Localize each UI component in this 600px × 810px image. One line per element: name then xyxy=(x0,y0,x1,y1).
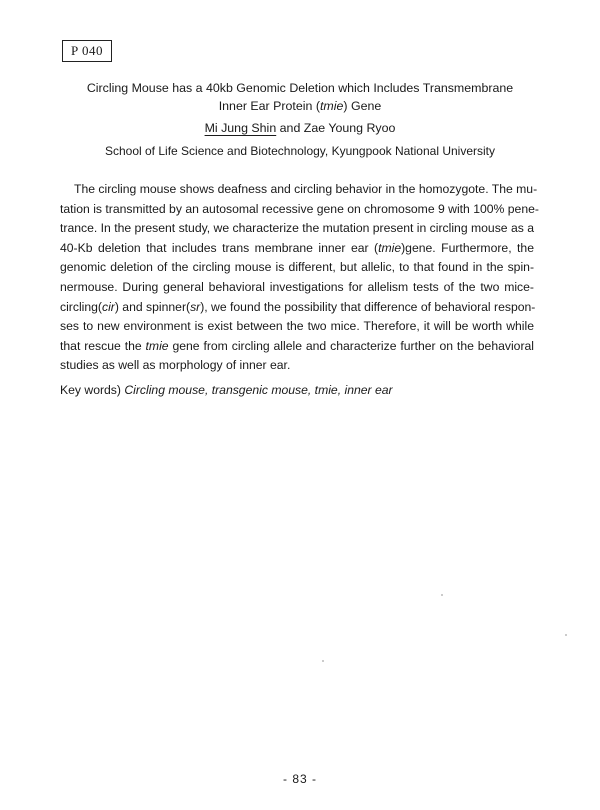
abstract-text: circling( xyxy=(60,299,102,314)
abstract-line: nermouse. During general behavioral investigations for allelism tests of the two mice- xyxy=(60,279,534,294)
gene-name: tmie xyxy=(319,99,344,113)
abstract-text: ), we found the possibility that difference of behavioral respon- xyxy=(200,299,536,314)
title-text: ) Gene xyxy=(343,99,382,113)
abstract-line: ses to new environment is exist between the two mice. Therefore, it will be worth while xyxy=(60,319,534,334)
gene-name: tmie xyxy=(378,240,402,255)
abstract-body xyxy=(60,180,539,376)
page-number: - 83 - xyxy=(282,772,317,786)
abstract-text: 40-Kb deletion that includes trans membrane inner ear ( xyxy=(60,240,379,255)
abstract-line: studies as well as morphology of inner ear. xyxy=(60,358,291,373)
scan-speck xyxy=(565,634,567,636)
abstract-text: )gene. Furthermore, the xyxy=(401,240,534,255)
keywords-label: Key words) xyxy=(60,383,125,397)
gene-name: tmie xyxy=(145,338,169,353)
abstract-text: gene from circling allele and characterize further on the behavioral xyxy=(168,338,535,353)
abstract-line xyxy=(60,298,534,318)
affiliation: School of Life Science and Biotechnology, Kyungpook National University xyxy=(104,144,495,158)
abstract-line: genomic deletion of the circling mouse is different, but allelic, to that found in the spin- xyxy=(60,260,534,275)
poster-id-box: P 040 xyxy=(62,40,112,62)
presenting-author: Mi Jung Shin xyxy=(204,121,277,135)
abstract-line: trance. In the present study, we characterize the mutation present in circling mouse as a xyxy=(60,221,534,236)
abstract-line xyxy=(60,239,534,259)
allele-name: cir xyxy=(101,299,115,314)
title-line-2 xyxy=(40,97,560,115)
keywords-values: Circling mouse, transgenic mouse, tmie, inner ear xyxy=(124,383,393,397)
abstract-text: ) and spinner( xyxy=(114,299,191,314)
abstract-line xyxy=(60,337,534,357)
scan-speck xyxy=(322,660,324,662)
keywords xyxy=(60,381,540,399)
co-authors: and Zae Young Ryoo xyxy=(276,121,396,135)
title-text: Inner Ear Protein ( xyxy=(218,99,320,113)
allele-name: sr xyxy=(190,299,201,314)
authors xyxy=(40,119,560,137)
title-line-1: Circling Mouse has a 40kb Genomic Deletion which Includes Transmembrane xyxy=(86,81,514,95)
abstract-line: The circling mouse shows deafness and circling behavior in the homozygote. The mu- xyxy=(74,182,538,196)
abstract-text: that rescue the xyxy=(60,338,146,353)
scan-speck xyxy=(441,594,443,596)
abstract-line: tation is transmitted by an autosomal recessive gene on chromosome 9 with 100% pene- xyxy=(60,201,539,216)
